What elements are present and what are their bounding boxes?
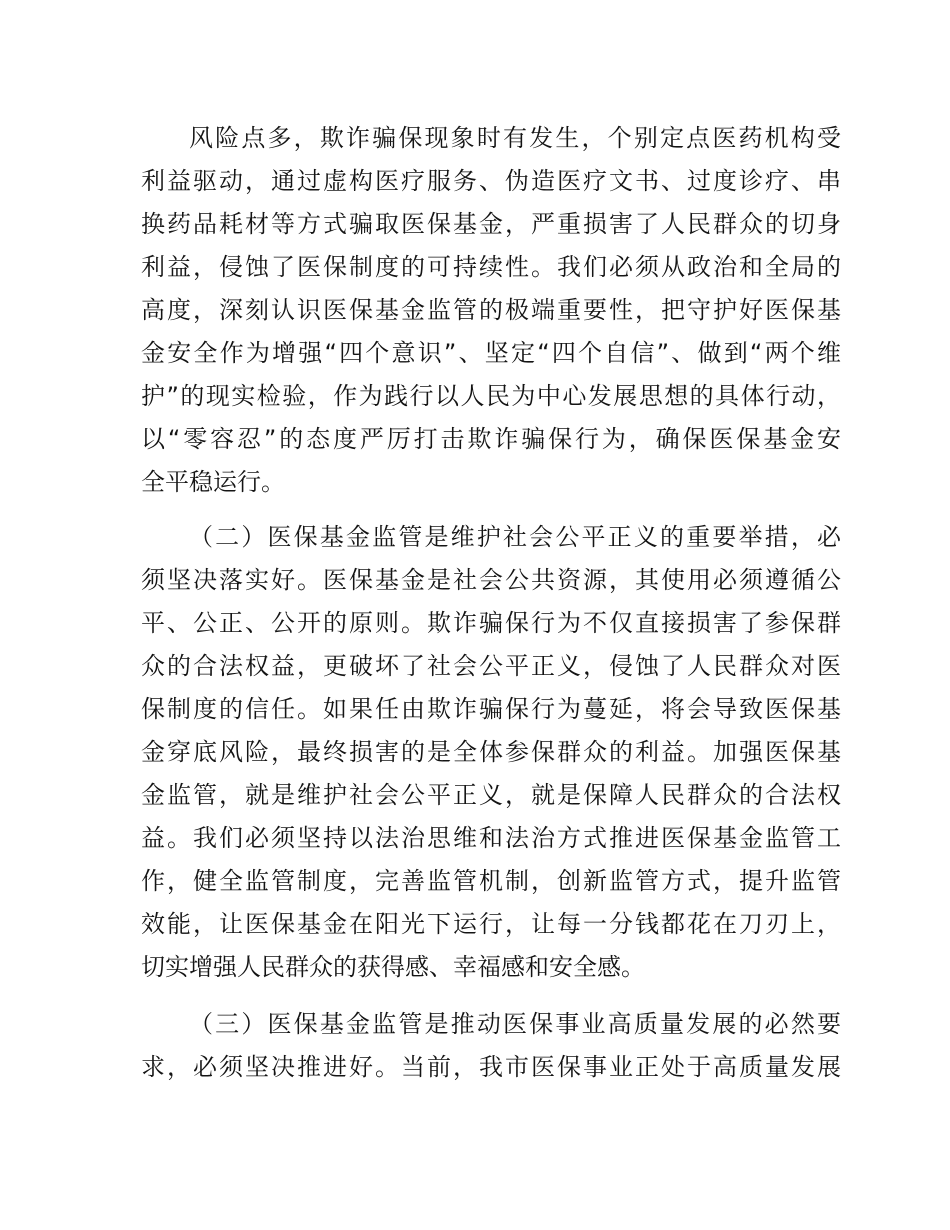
text-line: 平、公正、公开的原则。欺诈骗保行为不仅直接损害了参保群: [141, 609, 841, 637]
text-line: 高度，深刻认识医保基金监管的极端重要性，把守护好医保基: [141, 296, 841, 324]
paragraph-social-fairness: [141, 516, 841, 989]
text-line: 保制度的信任。如果任由欺诈骗保行为蔓延，将会导致医保基: [141, 695, 841, 723]
text-line: 切实增强人民群众的获得感、幸福感和安全感。: [141, 953, 645, 981]
paragraph-high-quality-development: [141, 1003, 841, 1089]
text-line: 金监管，就是维护社会公平正义，就是保障人民群众的合法权: [141, 781, 841, 809]
text-line: 金穿底风险，最终损害的是全体参保群众的利益。加强医保基: [141, 738, 841, 766]
paragraph-risk-points: [141, 117, 841, 504]
text-line: 金安全作为增强“四个意识”、坚定“四个自信”、做到“两个维: [141, 339, 841, 367]
text-line: 须坚决落实好。医保基金是社会公共资源，其使用必须遵循公: [141, 566, 841, 594]
text-line: （二）医保基金监管是维护社会公平正义的重要举措，必: [189, 523, 841, 551]
text-line: 作，健全监管制度，完善监管机制，创新监管方式，提升监管: [141, 867, 841, 895]
text-line: 全平稳运行。: [141, 468, 285, 496]
text-line: 众的合法权益，更破坏了社会公平正义，侵蚀了人民群众对医: [141, 652, 841, 680]
text-line: 求，必须坚决推进好。当前，我市医保事业正处于高质量发展: [141, 1053, 841, 1081]
text-line: 风险点多，欺诈骗保现象时有发生，个别定点医药机构受: [189, 124, 841, 152]
text-line: 利益，侵蚀了医保制度的可持续性。我们必须从政治和全局的: [141, 253, 841, 281]
text-line: 护”的现实检验，作为践行以人民为中心发展思想的具体行动，: [141, 382, 841, 410]
text-line: （三）医保基金监管是推动医保事业高质量发展的必然要: [189, 1010, 841, 1038]
text-line: 利益驱动，通过虚构医疗服务、伪造医疗文书、过度诊疗、串: [141, 167, 841, 195]
text-line: 换药品耗材等方式骗取医保基金，严重损害了人民群众的切身: [141, 210, 841, 238]
text-line: 以“零容忍”的态度严厉打击欺诈骗保行为，确保医保基金安: [141, 425, 841, 453]
text-line: 效能，让医保基金在阳光下运行，让每一分钱都花在刀刃上，: [141, 910, 841, 938]
text-line: 益。我们必须坚持以法治思维和法治方式推进医保基金监管工: [141, 824, 841, 852]
